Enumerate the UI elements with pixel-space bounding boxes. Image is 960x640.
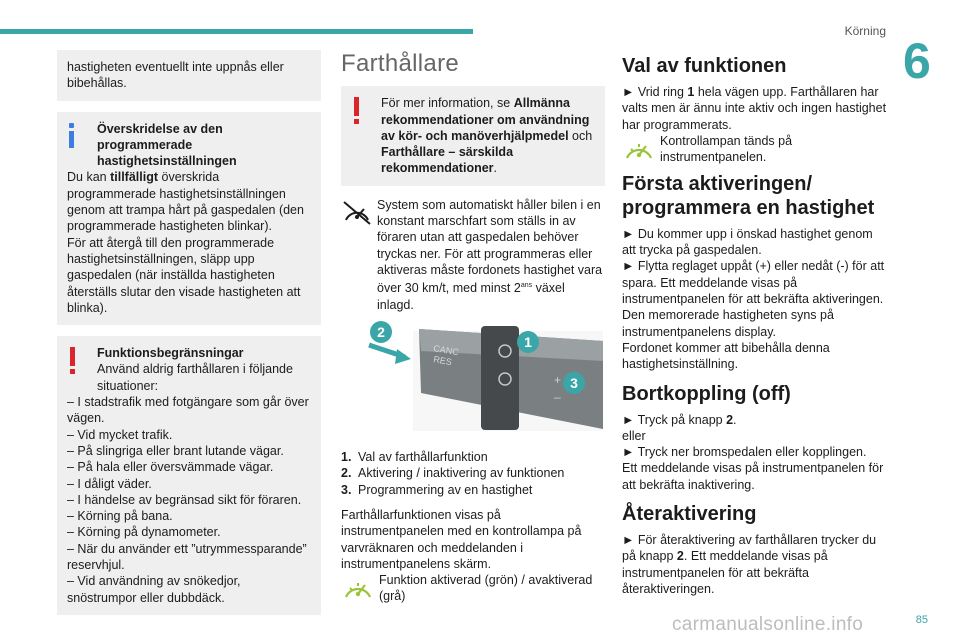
warning-list	[67, 394, 311, 606]
column-3	[622, 54, 890, 597]
continued-text-box	[57, 50, 321, 101]
cruise-lamp-icon	[341, 573, 375, 603]
step-text: ► Tryck på knapp 2.	[622, 412, 737, 427]
warning-box	[57, 336, 321, 615]
warning-lead: Använd aldrig farthållaren i följande situationer:	[97, 362, 293, 393]
page-title: Farthållare	[341, 50, 460, 77]
page-number: 85	[915, 614, 928, 626]
warning-title: Funktionsbegränsningar	[97, 346, 244, 361]
cruise-control-icon	[341, 198, 373, 226]
lamp-indicator-row: Kontrollampan tänds på instrumentpanelen.	[622, 133, 890, 167]
list-item: – I händelse av begränsad sikt för föraren.	[67, 492, 302, 507]
cruise-intro: System som automatiskt håller bilen i en konstant marschfart som ställs in av föraren utan att gaspedalen behöver tryckas ner. För att programmeras eller aktiveras måste fordonets hastighet vara över 30 km/t, med minst $2^{ans}$ växel inlagd.	[341, 197, 605, 313]
info-box-heading	[67, 121, 311, 170]
step-text: Den memorerade hastigheten syns på instrumentpanelens display.	[622, 308, 834, 339]
warning-reference-box	[341, 86, 605, 185]
list-item: – Körning på dynamometer.	[67, 525, 221, 540]
reactivation-text: ► För återaktivering av farthållaren trycker du på knapp 2. Ett meddelande visas på instrumentpanelen för att bekräfta återaktiveringen.	[622, 533, 877, 596]
first-activation-steps	[622, 226, 890, 373]
heading-val-av-funktionen: Val av funktionen	[622, 55, 787, 77]
figure-legend	[341, 449, 605, 498]
heading-ateraktivering: Återaktivering	[622, 503, 757, 526]
list-item: – I stadstrafik med fotgängare som går över vägen.	[67, 395, 309, 426]
legend-item: 3. Programmering av en hastighet	[341, 482, 533, 497]
step-text: Ett meddelande visas på instrumentpanelen för att bekräfta inaktivering.	[622, 461, 884, 492]
warning-heading	[67, 345, 311, 394]
display-text: Farthållarfunktionen visas på instrumentpanelen med en kontrollampa på varvräknaren och meddelanden i instrumentpanelens skärm.	[341, 507, 582, 571]
info-icon	[69, 123, 74, 149]
list-item: – Körning på bana.	[67, 509, 173, 524]
list-item: – I dåligt väder.	[67, 476, 152, 491]
info-title: Överskridelse av den programmerade hastighetsinställningen	[97, 121, 237, 169]
header-accent-bar	[0, 29, 473, 34]
stalk-drawing	[341, 321, 603, 436]
info-box	[57, 112, 321, 326]
warning-icon	[354, 97, 359, 124]
column-2	[341, 50, 605, 606]
heading-bortkoppling: Bortkoppling (off)	[622, 382, 791, 405]
section-name: Körning	[844, 24, 886, 38]
step-text: Fordonet kommer att bibehålla denna hastighetsinställning.	[622, 340, 830, 372]
marker-3: 3	[570, 375, 578, 392]
info-text-2: För att återgå till den programmerade hastighetsinställningen, släpp upp gaspedalen (när inställda hastigheten återställs slutar den visade hastigheten att blinka).	[67, 235, 301, 315]
warning-reference: För mer information, se Allmänna rekommendationer om användning av kör- och manöverhjälpmedel och Farthållare – särskilda rekommendationer.	[351, 95, 595, 176]
off-steps	[622, 412, 890, 493]
info-text: Du kan tillfälligt överskrida programmerade hastighetsinställningen genom att trampa hårt på gaspedalen (den programmerade hastigheten blinkar).	[67, 170, 304, 234]
list-item: – På hala eller översvämmade vägar.	[67, 460, 274, 475]
chapter-number: 6	[903, 33, 931, 89]
val-text: ► Vrid ring 1 hela vägen upp. Farthållaren har valts men är ännu inte aktiv och ingen hastighet har programmerats.	[622, 85, 887, 132]
list-item: – Vid användning av snökedjor, snöstrumpor eller dubbdäck.	[67, 574, 241, 605]
list-item: – På slingriga eller brant lutande vägar.	[67, 443, 284, 458]
column-1	[57, 50, 321, 626]
step-text: ► Du kommer upp i önskad hastighet genom att trycka på gaspedalen.	[622, 226, 873, 258]
lamp-indicator-row: Funktion aktiverad (grön) / avaktiverad (grå)	[341, 572, 605, 606]
cruise-stalk-illustration	[341, 321, 596, 431]
warning-icon	[70, 347, 75, 374]
watermark: carmanualsonline.info	[672, 614, 864, 635]
svg-text:–: –	[554, 390, 561, 405]
stalk-label-res: RES	[432, 354, 453, 368]
marker-1: 1	[524, 334, 532, 351]
list-item: – Vid mycket trafik.	[67, 427, 173, 442]
list-item: – När du använder ett ”utrymmessparande” reservhjul.	[67, 541, 307, 573]
step-text: ► Tryck ner bromspedalen eller kopplingen.	[622, 445, 867, 460]
heading-forsta-aktiveringen: Första aktiveringen/ programmera en hastighet	[622, 172, 875, 219]
legend-item: 1. Val av farthållarfunktion	[341, 450, 488, 465]
legend-item: 2. Aktivering / inaktivering av funktionen	[341, 466, 565, 481]
marker-2: 2	[377, 324, 385, 341]
step-text: ► Flytta reglaget uppåt (+) eller nedåt (-) för att spara. Ett meddelande visas på instrumentpanelen för att bekräfta aktiveringen.	[622, 259, 885, 307]
svg-text:+: +	[554, 373, 562, 388]
continued-text: hastigheten eventuellt inte uppnås eller bibehållas.	[67, 60, 284, 91]
stalk-label-canc: CANC	[432, 343, 460, 358]
cruise-lamp-icon	[622, 134, 656, 164]
step-text: eller	[622, 428, 646, 443]
